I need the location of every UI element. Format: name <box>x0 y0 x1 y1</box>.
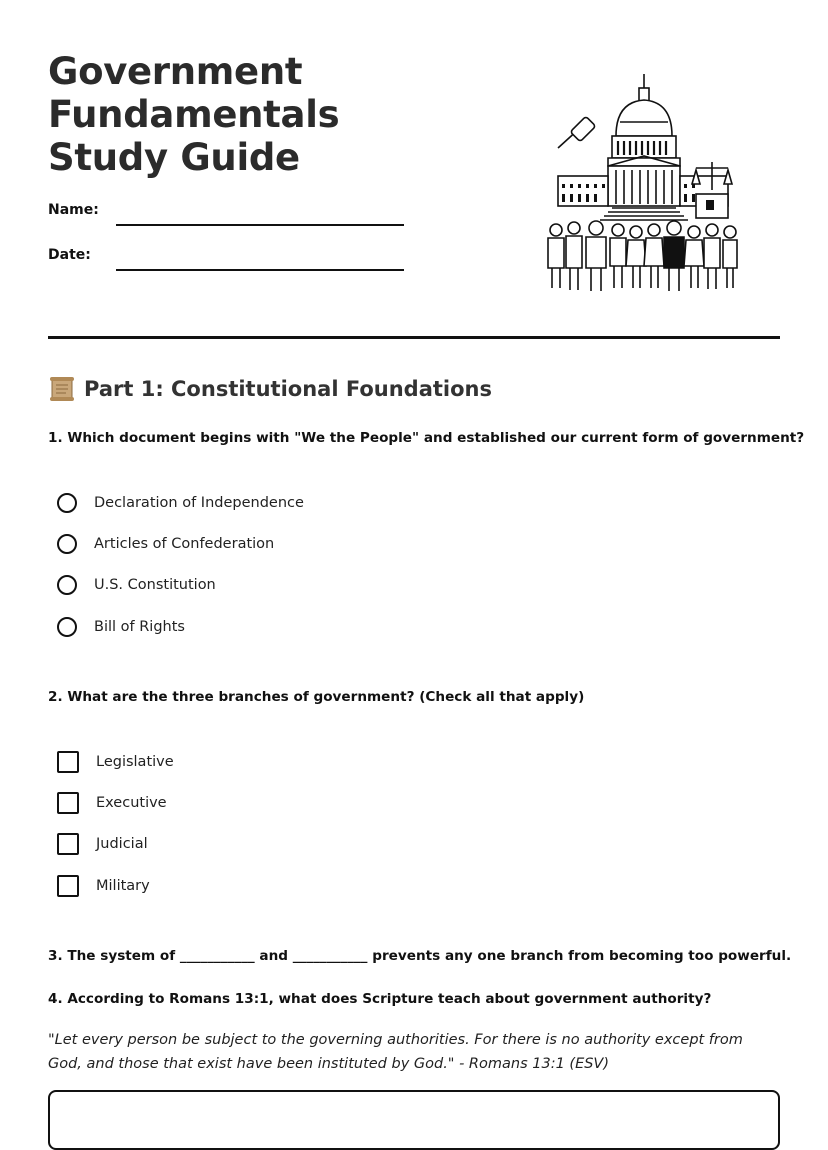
q4-answer-box[interactable] <box>48 1090 780 1150</box>
option-label: Articles of Confederation <box>94 536 275 552</box>
q2-option[interactable] <box>57 873 150 899</box>
radio-button[interactable] <box>57 617 77 637</box>
q1-option[interactable] <box>57 490 304 516</box>
date-label: Date: <box>48 247 91 263</box>
option-label: Judicial <box>96 836 148 852</box>
option-label: Military <box>96 878 150 894</box>
checkbox[interactable] <box>57 792 79 814</box>
gavel-icon <box>558 116 596 148</box>
question-2: 2. What are the three branches of government? (Check all that apply) <box>48 689 585 705</box>
option-label: Executive <box>96 795 167 811</box>
checkbox[interactable] <box>57 751 79 773</box>
q2-option[interactable] <box>57 831 148 857</box>
page-title: Government Fundamentals Study Guide <box>48 50 340 179</box>
q2-option[interactable] <box>57 790 167 816</box>
question-1: 1. Which document begins with "We the People" and established our current form of government? <box>48 430 805 446</box>
name-field <box>48 202 408 232</box>
name-blank-line[interactable] <box>116 224 404 226</box>
part1-title: Part 1: Constitutional Foundations <box>84 377 492 401</box>
scripture-quote: "Let every person be subject to the governing authorities. For there is no authority except from God, and those that exist have been instituted by God." - Romans 13:1 (ESV) <box>48 1032 743 1072</box>
radio-button[interactable] <box>57 534 77 554</box>
option-label: Bill of Rights <box>94 619 185 635</box>
option-label: U.S. Constitution <box>94 577 216 593</box>
section-divider <box>48 336 780 339</box>
radio-button[interactable] <box>57 575 77 595</box>
question-3: 3. The system of ___________ and ___________ prevents any one branch from becoming too powerful. <box>48 948 792 964</box>
q2-option[interactable] <box>57 749 174 775</box>
radio-button[interactable] <box>57 493 77 513</box>
q1-option[interactable] <box>57 614 185 640</box>
date-blank-line[interactable] <box>116 269 404 271</box>
scroll-icon <box>48 375 76 403</box>
date-field <box>48 247 408 277</box>
name-label: Name: <box>48 202 99 218</box>
checkbox[interactable] <box>57 833 79 855</box>
capitol-illustration <box>546 66 742 298</box>
q1-option[interactable] <box>57 572 216 598</box>
part1-heading <box>48 374 492 404</box>
study-guide-page <box>48 0 805 1118</box>
checkbox[interactable] <box>57 875 79 897</box>
question-4: 4. According to Romans 13:1, what does Scripture teach about government authority? <box>48 991 712 1007</box>
option-label: Legislative <box>96 754 174 770</box>
option-label: Declaration of Independence <box>94 495 304 511</box>
q1-option[interactable] <box>57 531 274 557</box>
